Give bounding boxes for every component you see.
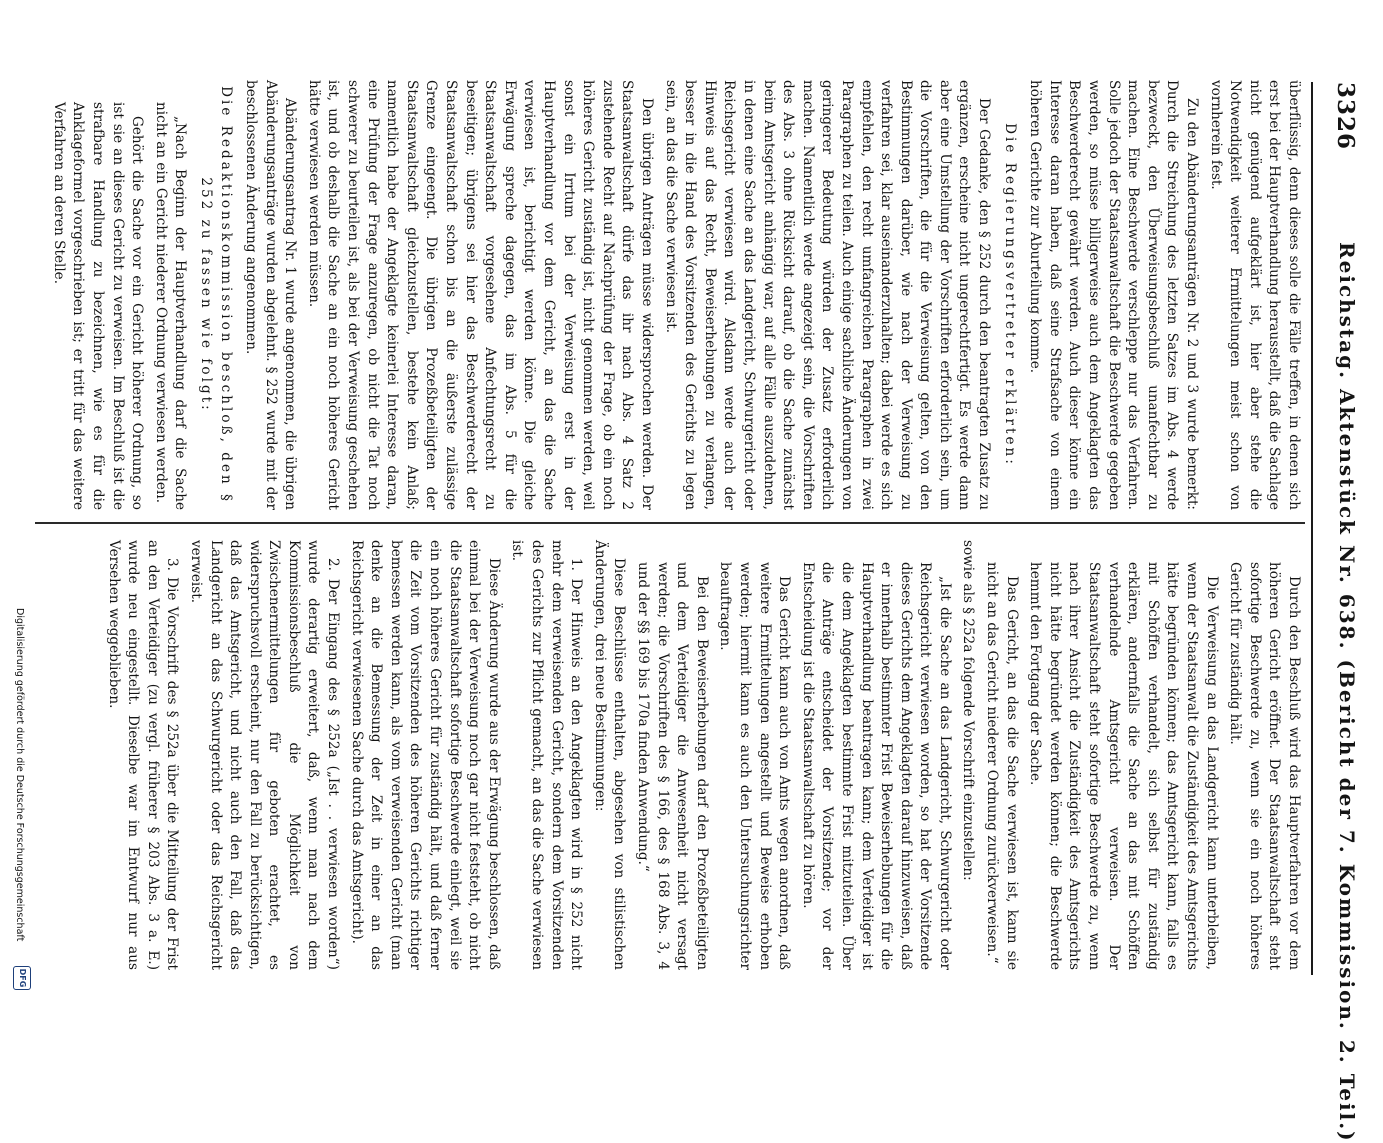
dfg-logo: DFG [13,966,31,990]
left-column [44,80,1303,510]
digitization-credit: Digitalisierung gefördert durch die Deutsche Forschungsgemeinschaft [14,608,25,942]
paragraph: Den übrigen Anträgen müsse widersprochen werden. Der Staatsanwaltschaft dürfe das ihr nach Abs. 4 Satz 2 zustehende Recht auf Nachprüfung der Frage, ob ein noch höheres Gericht zuständig ist, nicht genommen werden, weil sonst ein Irrtum bei der Verweisung erst in der Hauptverhandlung vor dem Gericht, an das die Sache verwiesen ist, berichtigt werden könne. Die gleiche Erwägung spreche dagegen, das im Abs. 5 für die Staatsanwaltschaft vorgesehene Anfechtungsrecht zu beseitigen; übrigens sei hier das Beschwerderecht der Staatsanwaltschaft schon bis an die äußerste zulässige Grenze eingeengt. Die übrigen Prozeßbeteiligten der Staatsanwaltschaft gleichzustellen, bestehe kein Anlaß; namentlich habe der Angeklagte keinerlei Interesse daran, eine Prüfung der Frage anzuregen, ob nicht die Tat noch schwerer zu beurteilen ist, als bei der Verweisung geschehen ist, und ob deshalb die Sache an ein noch höheres Gericht hätte verwiesen werden müssen. [305,80,655,510]
paragraph: Abänderungsantrag Nr. 1 wurde angenommen, die übrigen Abänderungsanträge wurden abgelehnt. § 252 wurde mit der beschlossenen Änderung angenommen. [243,80,299,510]
right-column [99,540,1303,970]
column-divider [35,522,1305,524]
quoted-paragraph: Das Gericht, an das die Sache verwiesen ist, kann sie nicht an das Gericht niederer Ordnung zurückverweisen.“ [984,562,1020,970]
paragraph: Diese Änderung wurde aus der Erwägung beschlossen, daß einmal bei der Verweisung noch gar nicht feststeht, ob nicht die Staatsanwaltschaft sofortige Beschwerde einlegt, weil sie ein noch höheres Gericht für zuständig hält, und daß ferner die Zeit vom Vorsitzenden des höheren Gerichts richtiger bemessen werden kann, als vom verweisenden Gericht (man denke an die Bemessung der Zeit in einer an das Reichsgericht verwiesenen Sache durch das Amtsgericht). [348,540,502,970]
quoted-paragraph: Bei den Beweiserhebungen darf den Prozeßbeteiligten und dem Verteidiger die Anwesenheit nicht versagt werden; die Vorschriften des § 166, des § 168 Abs. 3, 4 und der §§ 169 bis 170a finden Anwendung.“ [635,562,710,970]
page-number: 3326 [1332,82,1359,151]
numbered-paragraph: 1. Der Hinweis an den Angeklagten wird in § 252 nicht mehr dem verweisenden Gericht, sondern dem Vorsitzenden des Gerichts zur Pflicht gemacht, an das die Sache verwiesen ist. [509,540,585,970]
paragraph: sowie als § 252a folgende Vorschrift einzustellen: [960,540,977,881]
quoted-paragraph: „Ist die Sache an das Landgericht, Schwurgericht oder Reichsgericht verwiesen worden, so hat der Vorsitzende dieses Gerichts dem Angeklagten darauf hinzuweisen, daß er innerhalb bestimmter Frist Beweiserhebungen für die Hauptverhandlung beantragen kann; dem Verteidiger ist die dem Angeklagten bestimmte Frist mitzuteilen. Über die Anträge entscheidet der Vorsitzende; vor der Entscheidung ist die Staatsanwaltschaft zu hören. [799,562,953,970]
section-heading: Die Redaktionskommission beschloß, den § 252 zu fassen wie folgt: [197,86,234,504]
paragraph: Zu den Abänderungsanträgen Nr. 2 und 3 wurde bemerkt: Durch die Streichung des letzten Satzes im Abs. 4 werde bezweckt, den Überweisungsbeschluß unanfechtbar zu machen. Eine Beschwerde verschleppe nur das Verfahren. Solle jedoch der Staatsanwaltschaft die Beschwerde gegeben werden, so müsse billigerweise auch dem Angeklagten das Beschwerderecht gewährt werden. Auch dieser könne ein Interesse daran haben, daß seine Strafsache von einem höheren Gerichte zur Aburteilung komme. [1027,80,1201,510]
quoted-paragraph: Durch den Beschluß wird das Hauptverfahren vor dem höheren Gericht eröffnet. Der Staatsanwaltschaft steht sofortige Beschwerde zu, wenn sie ein noch höheres Gericht für zuständig hält. [1227,562,1302,970]
header-rule [1311,82,1313,975]
page-header [1321,82,1381,1143]
paragraph: überflüssig, denn dieses solle die Fälle treffen, in denen sich erst bei der Hauptverhandlung herausstellt, daß die Sachlage nicht genügend aufgeklärt ist, hier aber stehe die Notwendigkeit weiterer Ermittelungen meist schon von vornherein fest. [1207,80,1302,510]
quoted-paragraph: „Nach Beginn der Hauptverhandlung darf die Sache nicht an ein Gericht niederer Ordnung verwiesen werden. [152,102,189,510]
numbered-paragraph: 3. Die Vorschrift des § 252a über die Mitteilung der Frist an den Verteidiger (zu vergl. früherer § 203 Abs. 3 a. E.) wurde neu eingestellt. Dieselbe war im Entwurf nur aus Versehen weggeblieben. [105,540,181,970]
quoted-paragraph: Gehört die Sache vor ein Gericht höherer Ordnung, so ist sie an dieses Gericht zu verweisen. Im Beschluß ist die strafbare Handlung zu bezeichnen, wie es für die Anklageformel vorgeschrieben ist; er tritt für das weitere Verfahren an deren Stelle. [50,102,146,510]
section-heading: Die Regierungsvertreter erklärten: [1001,123,1018,467]
paragraph: Diese Beschlüsse enthalten, abgesehen von stilistischen Änderungen, drei neue Bestimmungen: [591,540,628,970]
numbered-paragraph: 2. Der Eingang des § 252a („Ist . . verwiesen worden“) wurde derartig erweitert, daß, wenn man nach dem Kommissionsbeschluß die Möglichkeit von Zwischenermittelungen für geboten erachtet, es widerspruchsvoll erscheint, nur den Fall zu berücksichtigen, daß das Amtsgericht, und nicht auch den Fall, daß das Landgericht an das Schwurgericht oder das Reichsgericht verweist. [187,540,342,970]
running-title: Reichstag. Aktenstück Nr. 638. (Bericht der 7. Kommission. 2. Teil.) [1335,242,1359,1143]
paragraph: Der Gedanke, den § 252 durch den beantragten Zusatz zu ergänzen, erscheine nicht ungerechtfertigt. Es werde dann aber eine Umstellung der Vorschriften erforderlich sein, um die Vorschriften, die für die Verweisung gelten, von den Bestimmungen darüber, wie nach der Verweisung zu verfahren sei, klar auseinanderzuhalten; dabei werde es sich empfehlen, den recht umfangreichen Paragraphen in zwei Paragraphen zu teilen. Auch einige sachliche Änderungen von geringerer Bedeutung würden der Zusatz erforderlich machen. Namentlich werde angezeigt sein, die Vorschriften des Abs. 3 ohne Rücksicht darauf, ob die Sache zunächst beim Amtsgericht anhängig war, auf alle Fälle auszudehnen, in denen eine Sache an das Landgericht, Schwurgericht oder Reichsgericht verwiesen wird. Alsdann werde auch der Hinweis auf das Recht, Beweiserhebungen zu verlangen, besser in die Hand des Vorsitzenden des Gerichts zu legen sein, an das die Sache verwiesen ist. [662,80,993,510]
quoted-paragraph: Die Verweisung an das Landgericht kann unterbleiben, wenn der Staatsanwalt die Zuständigkeit des Amtsgerichts hätte begründen können; das Amtsgericht kann, falls es mit Schöffen verhandelt, sich selbst für zuständig erklären, andernfalls die Sache an das mit Schöffen verhandelnde Amtsgericht verweisen. Der Staatsanwaltschaft steht sofortige Beschwerde zu, wenn nach ihrer Ansicht die Zuständigkeit des Amtsgerichts nicht hätte begründet werden können; die Beschwerde hemmt den Fortgang der Sache. [1027,562,1220,970]
quoted-paragraph: Das Gericht kann auch von Amts wegen anordnen, daß weitere Ermittelungen angestellt und Beweise erhoben werden; hiermit kann es auch den Untersuchungsrichter beauftragen. [717,562,793,970]
